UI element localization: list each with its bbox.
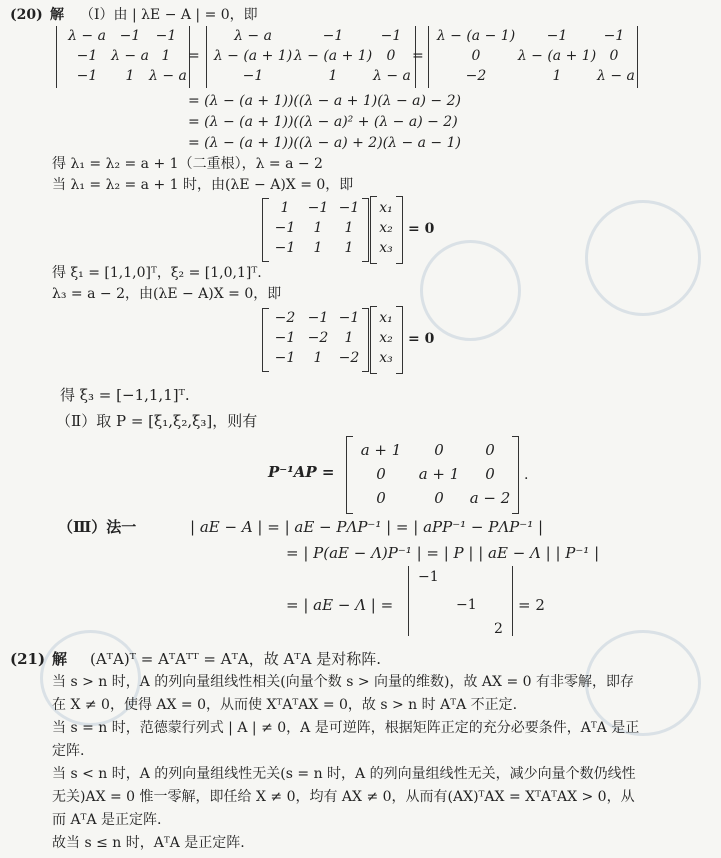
determinant-bar-right <box>512 566 513 636</box>
determinant-1: λ − a −1 −1 −1 λ − a 1 −1 1 λ − a <box>56 26 190 88</box>
p21-line-3: 在 X ≠ 0，使得 AX = 0，从而使 XᵀAᵀAX = 0，故 s > n 时 AᵀA 不正定. <box>52 697 518 713</box>
bracket-right <box>512 436 519 514</box>
expansion-line-2: = (λ − (a + 1))((λ − a)² + (λ − a) − 2) <box>188 114 458 130</box>
problem-21-number: (21) <box>10 650 46 668</box>
eigenvectors-1-2: 得 ξ₁ = [1,1,0]ᵀ，ξ₂ = [1,0,1]ᵀ. <box>52 265 262 281</box>
diag-entry-2: −1 <box>456 597 477 613</box>
method-1-line-2: = | P(aE − Λ)P⁻¹ | = | P | | aE − Λ | | P⁻¹ | <box>286 544 600 562</box>
part-3-label: （Ⅲ）法一 <box>58 518 137 536</box>
equals-sign: = <box>412 48 424 64</box>
similarity-expression: P⁻¹AP = <box>268 463 335 481</box>
determinant-3: λ − (a − 1) −1 −1 0 λ − (a + 1) 0 −2 1 λ − a <box>428 26 638 88</box>
p21-line-7: 无关)AX = 0 惟一零解，即任给 X ≠ 0，均有 AX ≠ 0，从而有(AX)ᵀAX = XᵀAᵀAX > 0，从 <box>52 789 635 805</box>
case-2-line: λ₃ = a − 2，由(λE − A)X = 0，即 <box>52 286 282 302</box>
zero-vector: = 0 <box>408 331 435 347</box>
bracket-right <box>362 198 369 262</box>
equals-sign: = <box>188 48 200 64</box>
expansion-line-3: = (λ − (a + 1))((λ − a) + 2)(λ − a − 1) <box>188 135 461 151</box>
eigenvalues-line: 得 λ₁ = λ₂ = a + 1（二重根），λ = a − 2 <box>52 156 323 172</box>
symmetry-line: (AᵀA)ᵀ = AᵀAᵀᵀ = AᵀA，故 AᵀA 是对称阵. <box>90 650 381 668</box>
result: = 2 <box>518 596 545 614</box>
watermark-stamp <box>420 240 521 341</box>
p21-line-2: 当 s > n 时，A 的列向量组线性相关(向量个数 s > 向量的维数)，故 AX = 0 有非零解，即存 <box>52 674 634 690</box>
p21-line-6: 当 s < n 时，A 的列向量组线性无关(s = n 时，A 的列向量组线性无关，减少向量个数仍线性 <box>52 766 636 782</box>
bracket-right <box>396 306 403 374</box>
diagonal-matrix: a + 1 0 0 0 a + 1 0 0 0 a − 2 <box>360 441 511 507</box>
part-1-intro: （Ⅰ）由 | λE − A | = 0，即 <box>80 7 258 23</box>
unknown-vector-2: x₁ x₂ x₃ <box>379 310 393 366</box>
solution-label: 解 <box>50 7 64 23</box>
zero-vector: = 0 <box>408 221 435 237</box>
p21-conclusion: 故当 s ≤ n 时，AᵀA 是正定阵. <box>52 835 245 851</box>
p21-line-4: 当 s = n 时，范德蒙行列式 | A | ≠ 0，A 是可逆阵，根据矩阵正定的充分必要条件，AᵀA 是正 <box>52 720 640 736</box>
method-1-line-1: | aE − A | = | aE − PΛP⁻¹ | = | aPP⁻¹ − PΛP⁻¹ | <box>190 518 544 536</box>
eigenvector-3: 得 ξ₃ = [−1,1,1]ᵀ. <box>60 386 190 404</box>
period: . <box>524 467 529 483</box>
diag-entry-1: −1 <box>418 569 439 585</box>
part-2-intro: （Ⅱ）取 P = [ξ₁,ξ₂,ξ₃]，则有 <box>56 412 258 430</box>
expansion-line-1: = (λ − (a + 1))((λ − a + 1)(λ − a) − 2) <box>188 93 461 109</box>
coefficient-matrix-2: −2 −1 −1 −1 −2 1 −1 1 −2 <box>274 310 360 366</box>
coefficient-matrix-1: 1 −1 −1 −1 1 1 −1 1 1 <box>274 200 360 256</box>
solution-label: 解 <box>52 650 68 668</box>
bracket-right <box>362 308 369 372</box>
case-1-line: 当 λ₁ = λ₂ = a + 1 时，由(λE − A)X = 0，即 <box>52 177 354 193</box>
p21-line-5: 定阵. <box>52 743 85 759</box>
determinant-bar-left <box>408 566 409 636</box>
determinant-2: λ − a −1 −1 λ − (a + 1) λ − (a + 1) 0 −1 1 λ − a <box>206 26 416 88</box>
method-1-line-3: = | aE − Λ | = <box>286 596 394 614</box>
watermark-stamp <box>585 200 701 316</box>
problem-20-number: (20) <box>10 7 43 23</box>
bracket-right <box>396 196 403 264</box>
unknown-vector-1: x₁ x₂ x₃ <box>379 200 393 256</box>
diag-entry-3: 2 <box>494 621 503 637</box>
p21-line-8: 而 AᵀA 是正定阵. <box>52 812 162 828</box>
